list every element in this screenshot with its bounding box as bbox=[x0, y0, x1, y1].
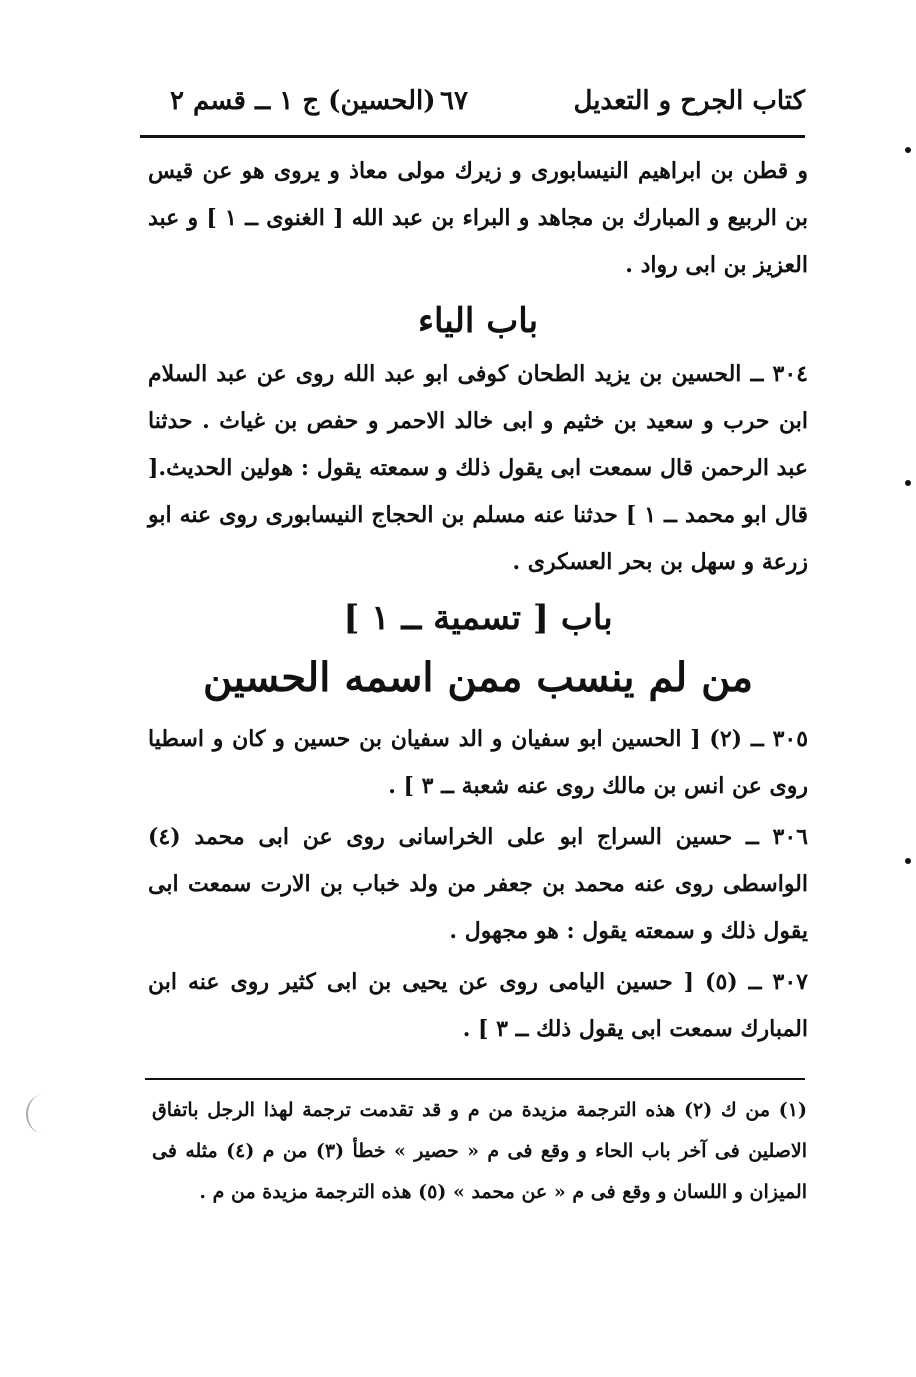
entry-304: ٣٠٤ ــ الحسين بن يزيد الطحان كوفى ابو عبد الله روى عن عبد السلام ابن حرب و سعيد بن خثيم و ابى خالد الاحمر و حفص بن غياث . حدثنا عبد الرحمن قال سمعت ابى يقول ذلك و سمعته يقول : هولين الحديث.[ قال ابو محمد ــ ١ ] حدثنا عنه مسلم بن الحجاج النيسابورى روى عنه ابو زرعة و سهل بن بحر العسكرى . bbox=[148, 361, 808, 575]
paragraph-continued: و قطن بن ابراهيم النيسابورى و زيرك مولى معاذ و يروى هو عن قيس بن الربيع و المبارك بن مجاهد و البراء بن عبد الله [ الغنوى ــ ١ ] و عبد العزيز بن ابى رواد . bbox=[148, 158, 808, 278]
scan-edge-mark bbox=[26, 1095, 58, 1133]
running-header bbox=[140, 82, 805, 132]
main-text bbox=[148, 148, 808, 1057]
page-number: ٦٧ bbox=[440, 86, 468, 116]
entry-305: ٣٠٥ ــ (٢) [ الحسين ابو سفيان و الد سفيان بن حسين و كان و اسطيا روى عن انس بن مالك روى عنه شعبة ــ ٣ ] . bbox=[148, 726, 809, 799]
book-title: كتاب الجرح و التعديل bbox=[573, 86, 805, 116]
scan-dot bbox=[905, 858, 911, 864]
section-label: (الحسين) ج ١ ــ قسم ٢ bbox=[170, 86, 436, 116]
chapter-subtitle: من لم ينسب ممن اسمه الحسين bbox=[203, 654, 753, 701]
scan-dot bbox=[905, 147, 911, 153]
header-rule bbox=[140, 135, 805, 138]
chapter-heading-ya: باب الياء bbox=[417, 301, 539, 341]
footnote-text: (١) من ك (٢) هذه الترجمة مزيدة من م و قد تقدمت ترجمة لهذا الرجل باتفاق الاصلين فى آخر باب الحاء و وقع فى م « حصير » خطأ (٣) من م (٤) مثله فى الميزان و اللسان و وقع فى م « عن محمد » (٥) هذه الترجمة مزيدة من م . bbox=[152, 1099, 807, 1203]
chapter-heading-tasmiya: باب [ تسمية ــ ١ ] bbox=[343, 598, 613, 638]
entry-307: ٣٠٧ ــ (٥) [ حسين اليامى روى عن يحيى بن ابى كثير روى عنه ابن المبارك سمعت ابى يقول ذلك ــ ٣ ] . bbox=[148, 969, 808, 1042]
footnote-rule bbox=[145, 1078, 805, 1080]
scan-dot bbox=[905, 480, 911, 486]
footnotes bbox=[152, 1090, 807, 1213]
entry-306: ٣٠٦ ــ حسين السراج ابو على الخراسانى روى عن ابى محمد (٤) الواسطى روى عنه محمد بن جعفر من ولد خباب بن الارت سمعت ابى يقول ذلك و سمعته يقول : هو مجهول . bbox=[148, 824, 808, 944]
